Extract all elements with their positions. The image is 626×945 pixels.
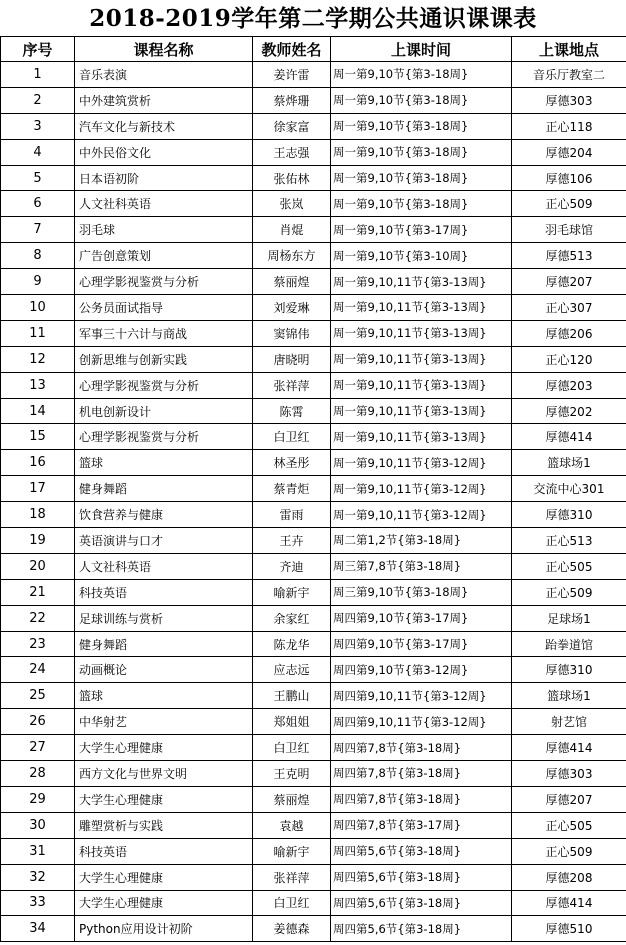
class-time: 周一第9,10,11节{第3-13周} bbox=[331, 269, 512, 295]
class-time: 周一第9,10,11节{第3-13周} bbox=[331, 346, 512, 372]
class-time: 周一第9,10节{第3-18周} bbox=[331, 62, 512, 88]
teacher-name: 张祥萍 bbox=[253, 864, 331, 890]
table-row bbox=[1, 579, 626, 605]
location: 厚德510 bbox=[512, 916, 626, 942]
row-index: 12 bbox=[1, 346, 75, 372]
location: 厚德208 bbox=[512, 864, 626, 890]
location: 正心509 bbox=[512, 191, 626, 217]
course-name: 篮球 bbox=[75, 683, 253, 709]
course-name: 心理学影视鉴赏与分析 bbox=[75, 424, 253, 450]
row-index: 3 bbox=[1, 113, 75, 139]
class-time: 周一第9,10,11节{第3-12周} bbox=[331, 476, 512, 502]
teacher-name: 张岚 bbox=[253, 191, 331, 217]
row-index: 34 bbox=[1, 916, 75, 942]
row-index: 20 bbox=[1, 553, 75, 579]
teacher-name: 喻新宇 bbox=[253, 579, 331, 605]
teacher-name: 王克明 bbox=[253, 761, 331, 787]
course-name: 汽车文化与新技术 bbox=[75, 113, 253, 139]
class-time: 周四第5,6节{第3-18周} bbox=[331, 916, 512, 942]
course-name: 人文社科英语 bbox=[75, 553, 253, 579]
row-index: 17 bbox=[1, 476, 75, 502]
table-row bbox=[1, 864, 626, 890]
class-time: 周一第9,10节{第3-10周} bbox=[331, 243, 512, 269]
class-time: 周一第9,10,11节{第3-13周} bbox=[331, 424, 512, 450]
table-row bbox=[1, 761, 626, 787]
location: 厚德310 bbox=[512, 502, 626, 528]
teacher-name: 张佑林 bbox=[253, 165, 331, 191]
row-index: 1 bbox=[1, 62, 75, 88]
table-row bbox=[1, 346, 626, 372]
class-time: 周一第9,10,11节{第3-13周} bbox=[331, 295, 512, 321]
course-name: 雕塑赏析与实践 bbox=[75, 812, 253, 838]
location: 正心120 bbox=[512, 346, 626, 372]
row-index: 19 bbox=[1, 528, 75, 554]
course-name: 动画概论 bbox=[75, 657, 253, 683]
table-row bbox=[1, 450, 626, 476]
teacher-name: 王鹏山 bbox=[253, 683, 331, 709]
location: 厚德204 bbox=[512, 139, 626, 165]
teacher-name: 林圣彤 bbox=[253, 450, 331, 476]
header-course-name: 课程名称 bbox=[75, 37, 253, 62]
class-time: 周一第9,10节{第3-18周} bbox=[331, 87, 512, 113]
course-name: 中华射艺 bbox=[75, 709, 253, 735]
course-name: 羽毛球 bbox=[75, 217, 253, 243]
location: 正心509 bbox=[512, 838, 626, 864]
teacher-name: 肖焜 bbox=[253, 217, 331, 243]
class-time: 周四第5,6节{第3-18周} bbox=[331, 890, 512, 916]
class-time: 周四第7,8节{第3-17周} bbox=[331, 812, 512, 838]
table-row bbox=[1, 269, 626, 295]
table-row bbox=[1, 838, 626, 864]
table-header-row bbox=[1, 37, 626, 62]
course-name: Python应用设计初阶 bbox=[75, 916, 253, 942]
table-row bbox=[1, 631, 626, 657]
class-time: 周四第5,6节{第3-18周} bbox=[331, 838, 512, 864]
location: 正心505 bbox=[512, 812, 626, 838]
table-row bbox=[1, 87, 626, 113]
teacher-name: 白卫红 bbox=[253, 735, 331, 761]
row-index: 32 bbox=[1, 864, 75, 890]
teacher-name: 应志远 bbox=[253, 657, 331, 683]
class-time: 周四第9,10节{第3-17周} bbox=[331, 631, 512, 657]
course-name: 心理学影视鉴赏与分析 bbox=[75, 269, 253, 295]
location: 正心505 bbox=[512, 553, 626, 579]
location: 足球场1 bbox=[512, 605, 626, 631]
table-row bbox=[1, 191, 626, 217]
class-time: 周四第9,10节{第3-17周} bbox=[331, 605, 512, 631]
row-index: 31 bbox=[1, 838, 75, 864]
row-index: 2 bbox=[1, 87, 75, 113]
class-time: 周四第7,8节{第3-18周} bbox=[331, 735, 512, 761]
course-name: 日本语初阶 bbox=[75, 165, 253, 191]
class-time: 周二第1,2节{第3-18周} bbox=[331, 528, 512, 554]
teacher-name: 袁越 bbox=[253, 812, 331, 838]
course-name: 广告创意策划 bbox=[75, 243, 253, 269]
course-name: 大学生心理健康 bbox=[75, 890, 253, 916]
course-name: 心理学影视鉴赏与分析 bbox=[75, 372, 253, 398]
table-row bbox=[1, 424, 626, 450]
row-index: 8 bbox=[1, 243, 75, 269]
teacher-name: 蔡丽煌 bbox=[253, 786, 331, 812]
location: 篮球场1 bbox=[512, 683, 626, 709]
location: 交流中心301 bbox=[512, 476, 626, 502]
class-time: 周四第7,8节{第3-18周} bbox=[331, 786, 512, 812]
teacher-name: 姜许雷 bbox=[253, 62, 331, 88]
teacher-name: 王志强 bbox=[253, 139, 331, 165]
location: 正心307 bbox=[512, 295, 626, 321]
class-time: 周一第9,10节{第3-18周} bbox=[331, 139, 512, 165]
page-title: 2018-2019学年第二学期公共通识课课表 bbox=[89, 5, 537, 32]
class-time: 周四第9,10,11节{第3-12周} bbox=[331, 683, 512, 709]
row-index: 14 bbox=[1, 398, 75, 424]
table-row bbox=[1, 786, 626, 812]
teacher-name: 窦锦伟 bbox=[253, 320, 331, 346]
table-row bbox=[1, 528, 626, 554]
location: 音乐厅教室二 bbox=[512, 62, 626, 88]
row-index: 33 bbox=[1, 890, 75, 916]
header-location: 上课地点 bbox=[512, 37, 626, 62]
course-name: 篮球 bbox=[75, 450, 253, 476]
row-index: 21 bbox=[1, 579, 75, 605]
location: 厚德207 bbox=[512, 269, 626, 295]
location: 厚德106 bbox=[512, 165, 626, 191]
class-time: 周一第9,10节{第3-18周} bbox=[331, 191, 512, 217]
row-index: 30 bbox=[1, 812, 75, 838]
class-time: 周一第9,10节{第3-18周} bbox=[331, 113, 512, 139]
class-time: 周一第9,10,11节{第3-13周} bbox=[331, 398, 512, 424]
course-name: 大学生心理健康 bbox=[75, 735, 253, 761]
class-time: 周一第9,10节{第3-18周} bbox=[331, 165, 512, 191]
header-teacher-name: 教师姓名 bbox=[253, 37, 331, 62]
teacher-name: 刘爱琳 bbox=[253, 295, 331, 321]
location: 厚德303 bbox=[512, 87, 626, 113]
course-name: 创新思维与创新实践 bbox=[75, 346, 253, 372]
row-index: 13 bbox=[1, 372, 75, 398]
teacher-name: 陈霄 bbox=[253, 398, 331, 424]
teacher-name: 余家红 bbox=[253, 605, 331, 631]
teacher-name: 陈龙华 bbox=[253, 631, 331, 657]
table-row bbox=[1, 890, 626, 916]
teacher-name: 白卫红 bbox=[253, 890, 331, 916]
row-index: 27 bbox=[1, 735, 75, 761]
table-row bbox=[1, 812, 626, 838]
table-row bbox=[1, 139, 626, 165]
row-index: 24 bbox=[1, 657, 75, 683]
teacher-name: 齐迪 bbox=[253, 553, 331, 579]
row-index: 23 bbox=[1, 631, 75, 657]
course-name: 中外建筑赏析 bbox=[75, 87, 253, 113]
location: 跆拳道馆 bbox=[512, 631, 626, 657]
table-row bbox=[1, 657, 626, 683]
row-index: 16 bbox=[1, 450, 75, 476]
location: 厚德206 bbox=[512, 320, 626, 346]
teacher-name: 唐晓明 bbox=[253, 346, 331, 372]
class-time: 周三第9,10节{第3-18周} bbox=[331, 579, 512, 605]
table-row bbox=[1, 683, 626, 709]
row-index: 9 bbox=[1, 269, 75, 295]
teacher-name: 张祥萍 bbox=[253, 372, 331, 398]
class-time: 周四第7,8节{第3-18周} bbox=[331, 761, 512, 787]
row-index: 10 bbox=[1, 295, 75, 321]
location: 厚德202 bbox=[512, 398, 626, 424]
location: 厚德207 bbox=[512, 786, 626, 812]
class-time: 周四第5,6节{第3-18周} bbox=[331, 864, 512, 890]
row-index: 26 bbox=[1, 709, 75, 735]
schedule-table bbox=[0, 36, 626, 942]
location: 篮球场1 bbox=[512, 450, 626, 476]
class-time: 周一第9,10,11节{第3-12周} bbox=[331, 502, 512, 528]
table-row bbox=[1, 553, 626, 579]
course-name: 音乐表演 bbox=[75, 62, 253, 88]
course-name: 科技英语 bbox=[75, 579, 253, 605]
location: 厚德203 bbox=[512, 372, 626, 398]
row-index: 29 bbox=[1, 786, 75, 812]
course-name: 中外民俗文化 bbox=[75, 139, 253, 165]
course-name: 军事三十六计与商战 bbox=[75, 320, 253, 346]
table-row bbox=[1, 476, 626, 502]
course-name: 机电创新设计 bbox=[75, 398, 253, 424]
teacher-name: 王卉 bbox=[253, 528, 331, 554]
course-name: 人文社科英语 bbox=[75, 191, 253, 217]
table-row bbox=[1, 113, 626, 139]
class-time: 周四第9,10节{第3-12周} bbox=[331, 657, 512, 683]
course-name: 饮食营养与健康 bbox=[75, 502, 253, 528]
location: 正心513 bbox=[512, 528, 626, 554]
course-name: 科技英语 bbox=[75, 838, 253, 864]
table-row bbox=[1, 372, 626, 398]
table-row bbox=[1, 398, 626, 424]
table-body bbox=[1, 62, 626, 942]
table-row bbox=[1, 709, 626, 735]
class-time: 周一第9,10,11节{第3-13周} bbox=[331, 372, 512, 398]
row-index: 18 bbox=[1, 502, 75, 528]
class-time: 周一第9,10,11节{第3-12周} bbox=[331, 450, 512, 476]
teacher-name: 姜德森 bbox=[253, 916, 331, 942]
header-class-time: 上课时间 bbox=[331, 37, 512, 62]
class-time: 周三第7,8节{第3-18周} bbox=[331, 553, 512, 579]
table-row bbox=[1, 916, 626, 942]
course-name: 大学生心理健康 bbox=[75, 786, 253, 812]
location: 正心509 bbox=[512, 579, 626, 605]
table-row bbox=[1, 243, 626, 269]
location: 厚德310 bbox=[512, 657, 626, 683]
teacher-name: 郑姐姐 bbox=[253, 709, 331, 735]
class-time: 周一第9,10,11节{第3-13周} bbox=[331, 320, 512, 346]
row-index: 5 bbox=[1, 165, 75, 191]
table-row bbox=[1, 735, 626, 761]
class-time: 周四第9,10,11节{第3-12周} bbox=[331, 709, 512, 735]
header-index: 序号 bbox=[1, 37, 75, 62]
table-row bbox=[1, 62, 626, 88]
course-name: 英语演讲与口才 bbox=[75, 528, 253, 554]
location: 射艺馆 bbox=[512, 709, 626, 735]
table-row bbox=[1, 320, 626, 346]
teacher-name: 白卫红 bbox=[253, 424, 331, 450]
row-index: 11 bbox=[1, 320, 75, 346]
teacher-name: 喻新宇 bbox=[253, 838, 331, 864]
row-index: 28 bbox=[1, 761, 75, 787]
location: 厚德414 bbox=[512, 735, 626, 761]
row-index: 6 bbox=[1, 191, 75, 217]
teacher-name: 蔡烨珊 bbox=[253, 87, 331, 113]
table-row bbox=[1, 165, 626, 191]
row-index: 15 bbox=[1, 424, 75, 450]
row-index: 25 bbox=[1, 683, 75, 709]
location: 厚德303 bbox=[512, 761, 626, 787]
teacher-name: 蔡青炬 bbox=[253, 476, 331, 502]
course-name: 大学生心理健康 bbox=[75, 864, 253, 890]
row-index: 22 bbox=[1, 605, 75, 631]
course-name: 健身舞蹈 bbox=[75, 476, 253, 502]
course-name: 健身舞蹈 bbox=[75, 631, 253, 657]
location: 羽毛球馆 bbox=[512, 217, 626, 243]
course-name: 西方文化与世界文明 bbox=[75, 761, 253, 787]
location: 厚德414 bbox=[512, 424, 626, 450]
table-row bbox=[1, 217, 626, 243]
table-row bbox=[1, 295, 626, 321]
teacher-name: 蔡丽煌 bbox=[253, 269, 331, 295]
teacher-name: 周杨东方 bbox=[253, 243, 331, 269]
teacher-name: 雷雨 bbox=[253, 502, 331, 528]
row-index: 4 bbox=[1, 139, 75, 165]
location: 厚德513 bbox=[512, 243, 626, 269]
course-name: 公务员面试指导 bbox=[75, 295, 253, 321]
table-row bbox=[1, 605, 626, 631]
location: 厚德414 bbox=[512, 890, 626, 916]
teacher-name: 徐家富 bbox=[253, 113, 331, 139]
row-index: 7 bbox=[1, 217, 75, 243]
course-name: 足球训练与赏析 bbox=[75, 605, 253, 631]
table-row bbox=[1, 502, 626, 528]
location: 正心118 bbox=[512, 113, 626, 139]
class-time: 周一第9,10节{第3-17周} bbox=[331, 217, 512, 243]
